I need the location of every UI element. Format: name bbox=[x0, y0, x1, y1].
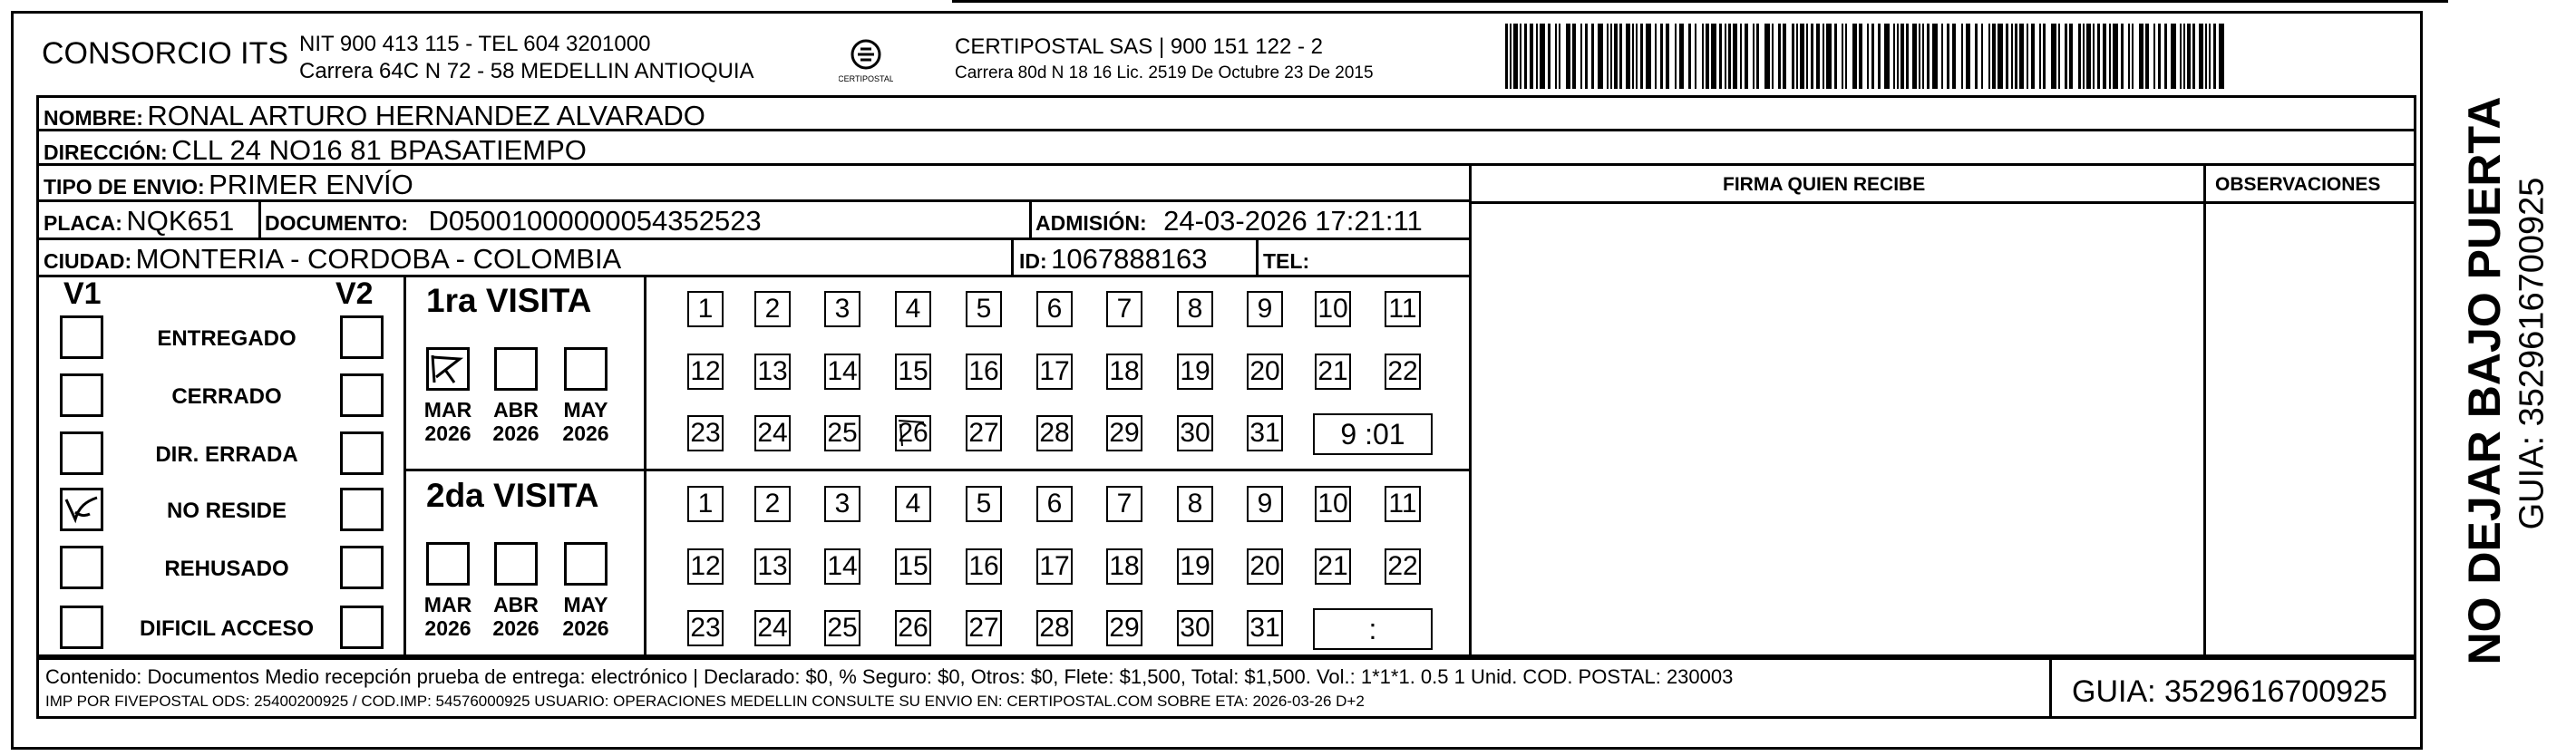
v1-checkbox[interactable] bbox=[60, 315, 103, 359]
day-box[interactable]: 29 bbox=[1106, 415, 1142, 451]
tel-field: TEL: bbox=[1263, 249, 1310, 273]
footer-guia: GUIA: 3529616700925 bbox=[2072, 674, 2387, 709]
col-divider bbox=[258, 201, 261, 237]
day-box[interactable]: 13 bbox=[754, 548, 791, 585]
month-checkbox[interactable] bbox=[494, 347, 538, 391]
day-box[interactable]: 8 bbox=[1177, 291, 1213, 327]
day-box[interactable]: 29 bbox=[1106, 610, 1142, 646]
day-box[interactable]: 30 bbox=[1177, 610, 1213, 646]
day-box[interactable]: 11 bbox=[1385, 291, 1421, 327]
col-divider bbox=[1011, 239, 1014, 275]
status-label: DIR. ERRADA bbox=[155, 442, 298, 467]
col-divider bbox=[644, 275, 646, 657]
col-divider bbox=[2049, 657, 2052, 719]
day-box[interactable]: 7 bbox=[1106, 291, 1142, 327]
month-checkbox[interactable] bbox=[564, 347, 608, 391]
day-box[interactable]: 24 bbox=[754, 415, 791, 451]
day-box[interactable]: 2 bbox=[754, 291, 791, 327]
day-box[interactable]: 12 bbox=[687, 548, 724, 585]
day-box[interactable]: 8 bbox=[1177, 486, 1213, 522]
row-divider bbox=[403, 469, 1469, 471]
day-box[interactable]: 1 bbox=[687, 291, 724, 327]
day-box[interactable]: 3 bbox=[824, 291, 860, 327]
top-rule bbox=[952, 0, 2448, 5]
id-field: ID: 1067888163 bbox=[1019, 243, 1208, 275]
day-box[interactable]: 14 bbox=[824, 548, 860, 585]
day-box[interactable]: 22 bbox=[1385, 548, 1421, 585]
carrier-address: Carrera 80d N 18 16 Lic. 2519 De Octubre 23 De 2015 bbox=[955, 63, 1374, 82]
day-box[interactable]: 9 bbox=[1247, 291, 1283, 327]
v1-checkbox[interactable] bbox=[60, 488, 103, 531]
day-box[interactable]: 23 bbox=[687, 415, 724, 451]
time-box[interactable]: : bbox=[1313, 608, 1433, 650]
v2-checkbox[interactable] bbox=[340, 431, 384, 475]
footer-imp: IMP POR FIVEPOSTAL ODS: 25400200925 / COD.IMP: 54576000925 USUARIO: OPERACIONES MEDELLIN CONSULTE SU ENVIO EN: CERTIPOSTAL.COM SOBRE ETA: 2026-03-26 D+2 bbox=[45, 693, 1365, 710]
nombre-field: NOMBRE: RONAL ARTURO HERNANDEZ ALVARADO bbox=[44, 100, 705, 131]
tipo-envio-field: TIPO DE ENVIO: PRIMER ENVÍO bbox=[44, 169, 413, 200]
day-box[interactable]: 15 bbox=[895, 548, 931, 585]
day-box[interactable]: 21 bbox=[1315, 354, 1351, 390]
day-box[interactable]: 18 bbox=[1106, 354, 1142, 390]
day-box[interactable]: 9 bbox=[1247, 486, 1283, 522]
status-label: NO RESIDE bbox=[166, 499, 287, 523]
v1-checkbox[interactable] bbox=[60, 546, 103, 589]
v1-checkbox[interactable] bbox=[60, 606, 103, 649]
day-box[interactable]: 27 bbox=[966, 415, 1002, 451]
day-box[interactable]: 6 bbox=[1036, 291, 1073, 327]
side-guia: GUIA: 3529616700925 bbox=[2513, 177, 2552, 530]
day-box[interactable]: 3 bbox=[824, 486, 860, 522]
v1-header: V1 bbox=[63, 276, 102, 311]
day-box[interactable]: 31 bbox=[1247, 610, 1283, 646]
day-box[interactable]: 17 bbox=[1036, 548, 1073, 585]
month-checkbox[interactable] bbox=[564, 542, 608, 586]
day-box[interactable]: 28 bbox=[1036, 610, 1073, 646]
day-box[interactable]: 10 bbox=[1315, 486, 1351, 522]
time-box[interactable]: 9 :01 bbox=[1313, 413, 1433, 455]
admision-field: ADMISIÓN: 24-03-2026 17:21:11 bbox=[1035, 205, 1423, 237]
status-label: DIFICIL ACCESO bbox=[139, 616, 315, 641]
day-box[interactable]: 26 bbox=[895, 415, 931, 451]
day-box[interactable]: 19 bbox=[1177, 354, 1213, 390]
month-label: ABR 2026 bbox=[492, 398, 540, 445]
day-box[interactable]: 16 bbox=[966, 354, 1002, 390]
certipostal-logo bbox=[839, 34, 893, 91]
day-box[interactable]: 10 bbox=[1315, 291, 1351, 327]
day-box[interactable]: 28 bbox=[1036, 415, 1073, 451]
company-nit: NIT 900 413 115 - TEL 604 3201000 bbox=[299, 32, 651, 56]
day-box[interactable]: 17 bbox=[1036, 354, 1073, 390]
month-checkbox[interactable] bbox=[426, 542, 470, 586]
barcode bbox=[1505, 24, 2231, 89]
day-box[interactable]: 16 bbox=[966, 548, 1002, 585]
row-divider bbox=[1469, 201, 2416, 204]
col-divider bbox=[403, 275, 406, 657]
day-box[interactable]: 4 bbox=[895, 291, 931, 327]
documento-field: DOCUMENTO: D05001000000054352523 bbox=[265, 205, 762, 237]
status-label: ENTREGADO bbox=[157, 326, 296, 351]
visit-title: 2da VISITA bbox=[426, 477, 599, 514]
day-box[interactable]: 21 bbox=[1315, 548, 1351, 585]
status-label: REHUSADO bbox=[164, 557, 289, 581]
day-box[interactable]: 13 bbox=[754, 354, 791, 390]
v2-checkbox[interactable] bbox=[340, 606, 384, 649]
month-label: MAY 2026 bbox=[562, 593, 609, 640]
month-label: ABR 2026 bbox=[492, 593, 540, 640]
company-name: CONSORCIO ITS bbox=[42, 36, 289, 71]
firma-header: FIRMA QUIEN RECIBE bbox=[1723, 174, 1926, 195]
row-divider bbox=[36, 237, 1469, 240]
day-box[interactable]: 11 bbox=[1385, 486, 1421, 522]
col-divider bbox=[2203, 163, 2206, 657]
carrier-name: CERTIPOSTAL SAS | 900 151 122 - 2 bbox=[955, 34, 1323, 59]
day-box[interactable]: 12 bbox=[687, 354, 724, 390]
svg-text:CERTIPOSTAL: CERTIPOSTAL bbox=[839, 74, 893, 83]
month-label: MAR 2026 bbox=[423, 593, 472, 640]
day-box[interactable]: 24 bbox=[754, 610, 791, 646]
day-box[interactable]: 25 bbox=[824, 415, 860, 451]
day-box[interactable]: 26 bbox=[895, 610, 931, 646]
v2-header: V2 bbox=[335, 276, 374, 311]
month-checkbox[interactable] bbox=[494, 542, 538, 586]
v2-checkbox[interactable] bbox=[340, 315, 384, 359]
day-box[interactable]: 6 bbox=[1036, 486, 1073, 522]
direccion-field: DIRECCIÓN: CLL 24 NO16 81 BPASATIEMPO bbox=[44, 134, 587, 166]
day-box[interactable]: 30 bbox=[1177, 415, 1213, 451]
day-box[interactable]: 18 bbox=[1106, 548, 1142, 585]
v2-checkbox[interactable] bbox=[340, 373, 384, 417]
day-box[interactable]: 5 bbox=[966, 486, 1002, 522]
side-warning: NO DEJAR BAJO PUERTA bbox=[2459, 96, 2510, 665]
company-address: Carrera 64C N 72 - 58 MEDELLIN ANTIOQUIA bbox=[299, 59, 754, 83]
visit-title: 1ra VISITA bbox=[426, 282, 592, 319]
day-box[interactable]: 22 bbox=[1385, 354, 1421, 390]
day-box[interactable]: 25 bbox=[824, 610, 860, 646]
day-box[interactable]: 2 bbox=[754, 486, 791, 522]
day-box[interactable]: 15 bbox=[895, 354, 931, 390]
status-label: CERRADO bbox=[171, 384, 282, 409]
month-label: MAY 2026 bbox=[562, 398, 609, 445]
v1-checkbox[interactable] bbox=[60, 373, 103, 417]
month-label: MAR 2026 bbox=[423, 398, 472, 445]
day-box[interactable]: 14 bbox=[824, 354, 860, 390]
v2-checkbox[interactable] bbox=[340, 488, 384, 531]
day-box[interactable]: 23 bbox=[687, 610, 724, 646]
day-box[interactable]: 20 bbox=[1247, 354, 1283, 390]
day-box[interactable]: 4 bbox=[895, 486, 931, 522]
day-box[interactable]: 31 bbox=[1247, 415, 1283, 451]
day-box[interactable]: 27 bbox=[966, 610, 1002, 646]
day-box[interactable]: 7 bbox=[1106, 486, 1142, 522]
observaciones-header: OBSERVACIONES bbox=[2215, 174, 2381, 195]
col-divider bbox=[1469, 163, 1472, 657]
col-divider bbox=[1256, 239, 1259, 275]
day-box[interactable]: 1 bbox=[687, 486, 724, 522]
day-box[interactable]: 5 bbox=[966, 291, 1002, 327]
footer-contenido: Contenido: Documentos Medio recepción prueba de entrega: electrónico | Declarado: $0, % Seguro: $0, Otros: $0, Flete: $1,500, Total: $1,500. Vol.: 1*1*1. 0.5 1 Unid. COD. POSTAL: 230003 bbox=[45, 665, 1734, 688]
day-box[interactable]: 19 bbox=[1177, 548, 1213, 585]
v1-checkbox[interactable] bbox=[60, 431, 103, 475]
ciudad-field: CIUDAD: MONTERIA - CORDOBA - COLOMBIA bbox=[44, 243, 622, 275]
month-checkbox[interactable] bbox=[426, 347, 470, 391]
v2-checkbox[interactable] bbox=[340, 546, 384, 589]
day-box[interactable]: 20 bbox=[1247, 548, 1283, 585]
col-divider bbox=[1029, 201, 1032, 237]
placa-field: PLACA: NQK651 bbox=[44, 205, 235, 237]
